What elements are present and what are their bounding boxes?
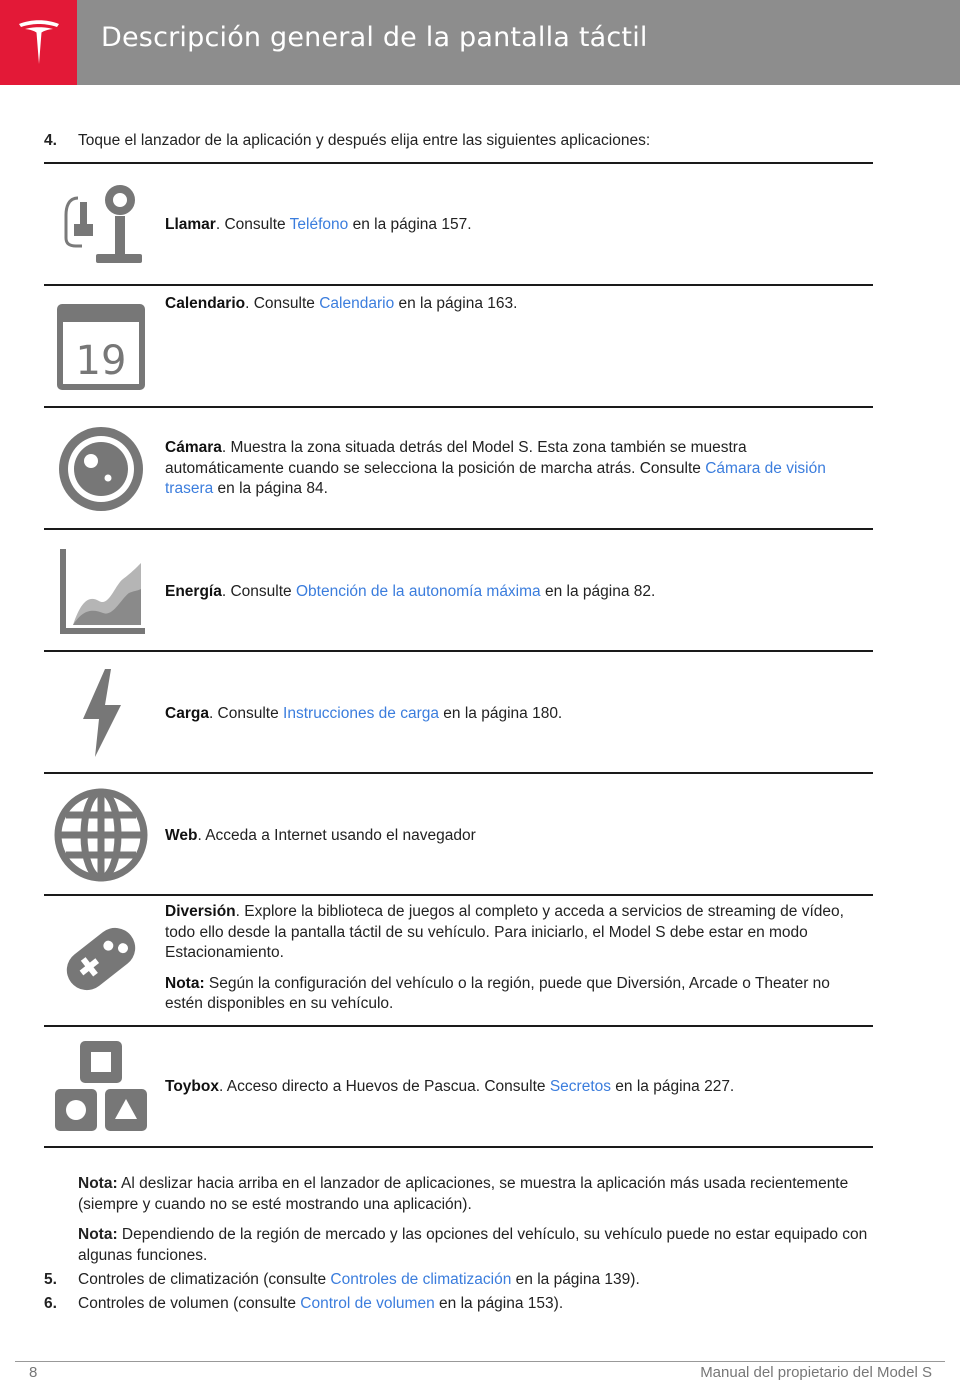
app-description — [165, 215, 865, 236]
footer-title: Manual del propietario del Model S — [700, 1364, 932, 1381]
link-climatizacion[interactable]: Controles de climatización — [330, 1271, 512, 1288]
app-name: Energía — [165, 583, 222, 600]
desc-text: en la página 163. — [394, 295, 518, 312]
charge-icon — [52, 664, 150, 762]
app-name: Llamar — [165, 216, 216, 233]
page-title: Descripción general de la pantalla táctil — [101, 22, 648, 53]
app-description — [165, 294, 865, 315]
app-row-toybox — [44, 1025, 873, 1148]
step-number: 4. — [44, 132, 57, 149]
page-number: 8 — [29, 1364, 38, 1381]
desc-text: en la página 157. — [348, 216, 472, 233]
note-label: Nota: — [165, 974, 205, 992]
link-autonomia[interactable]: Obtención de la autonomía máxima — [295, 583, 541, 600]
tesla-logo — [0, 0, 77, 85]
calendar-day: 19 — [75, 338, 127, 384]
note-region — [78, 1224, 878, 1266]
note-label: Nota: — [78, 1175, 118, 1192]
app-name: Calendario — [165, 295, 246, 312]
app-row-camera — [44, 406, 873, 528]
link-calendario[interactable]: Calendario — [319, 295, 395, 312]
desc-text: . Acceso directo a Huevos de Pascua. Consulte — [218, 1078, 550, 1095]
desc-text: . Consulte — [215, 216, 290, 233]
desc-text: . Consulte — [208, 705, 284, 722]
app-description — [165, 826, 865, 847]
desc-text: en la página 82. — [540, 583, 656, 600]
step-text — [78, 1269, 640, 1290]
app-name: Cámara — [165, 439, 222, 456]
desc-text: en la página 180. — [439, 705, 563, 722]
footer-divider — [15, 1361, 945, 1362]
app-name: Web — [165, 827, 198, 844]
app-name: Toybox — [165, 1078, 219, 1095]
web-icon — [52, 786, 150, 884]
app-name: Carga — [165, 705, 209, 722]
step-text-post: en la página 139). — [511, 1271, 640, 1288]
toybox-icon — [52, 1038, 150, 1136]
desc-text: en la página 84. — [213, 480, 328, 497]
app-name: Diversión — [165, 903, 236, 920]
step-number: 5. — [44, 1271, 57, 1288]
app-row-phone — [44, 162, 873, 284]
link-camara[interactable]: Cámara de visión trasera — [165, 459, 826, 497]
step-text — [78, 1293, 563, 1314]
note-text: Según la configuración del vehículo o la región, puede que Diversión, Arcade o Theater no estén disponibles en su vehículo. — [165, 974, 830, 1012]
app-row-web — [44, 772, 873, 894]
phone-icon — [52, 176, 150, 274]
app-row-calendar — [44, 284, 873, 406]
camera-icon — [52, 420, 150, 518]
header-bar — [77, 0, 960, 85]
desc-text: en la página 227. — [611, 1078, 735, 1095]
app-table — [44, 162, 873, 1148]
link-volumen[interactable]: Control de volumen — [300, 1295, 435, 1312]
energy-icon — [52, 542, 150, 640]
calendar-icon — [52, 297, 150, 395]
note-label: Nota: — [78, 1226, 118, 1243]
app-description — [165, 582, 865, 603]
app-description — [165, 902, 865, 1015]
entertainment-icon — [52, 910, 150, 1008]
step-text-post: en la página 153). — [434, 1295, 564, 1312]
note-text: Dependiendo de la región de mercado y las opciones del vehículo, su vehículo puede no estar equipado con algunas funciones. — [78, 1226, 868, 1264]
desc-text: . Muestra la zona situada detrás del Model S. Esta zona también se muestra automáticamente cuando se selecciona la posición de marcha atrás. Consulte — [165, 439, 747, 477]
step-text-pre: Controles de volumen (consulte — [78, 1295, 301, 1312]
app-row-charge — [44, 650, 873, 772]
app-description — [165, 704, 865, 725]
desc-text: . Explore la biblioteca de juegos al completo y acceda a servicios de streaming de vídeo, todo ello desde la pantalla táctil de su vehículo. Para iniciarlo, el Model S debe estar en modo Estacionamiento. — [165, 903, 844, 961]
app-description — [165, 1077, 865, 1098]
step-number: 6. — [44, 1295, 57, 1312]
link-instrucciones-carga[interactable]: Instrucciones de carga — [283, 705, 439, 722]
step-text: Toque el lanzador de la aplicación y después elija entre las siguientes aplicaciones: — [78, 132, 651, 149]
app-row-energy — [44, 528, 873, 650]
app-description — [165, 438, 865, 500]
app-row-entertainment — [44, 894, 873, 1025]
note-recent-app — [78, 1173, 878, 1215]
desc-text: . Consulte — [221, 583, 296, 600]
link-telefono[interactable]: Teléfono — [289, 216, 349, 233]
tesla-logo-icon — [17, 18, 61, 68]
desc-text: . Consulte — [245, 295, 320, 312]
link-secretos[interactable]: Secretos — [549, 1078, 611, 1095]
note-text: Al deslizar hacia arriba en el lanzador de aplicaciones, se muestra la aplicación más usada recientemente (siempre y cuando no se esté mostrando una aplicación). — [78, 1175, 849, 1213]
desc-text: . Acceda a Internet usando el navegador — [197, 827, 476, 844]
step-text-pre: Controles de climatización (consulte — [78, 1271, 331, 1288]
